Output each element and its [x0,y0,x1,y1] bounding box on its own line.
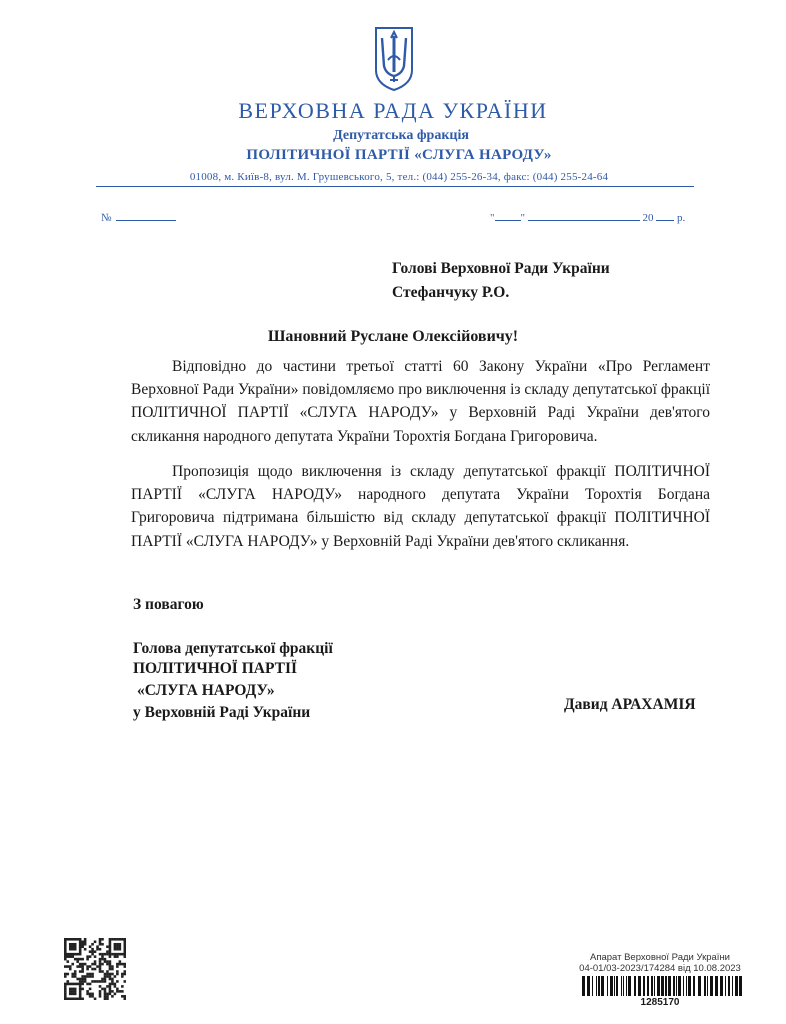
signatory-title-line: ПОЛІТИЧНОЇ ПАРТІЇ [133,660,298,677]
stamp-registration: 04-01/03-2023/174284 від 10.08.2023 [579,963,741,974]
date-year-blank [656,210,674,221]
faction-name: ПОЛІТИЧНОЇ ПАРТІЇ «СЛУГА НАРОДУ» [246,147,552,163]
stamp-number: 1285170 [640,997,680,1008]
date-year-suffix: р. [677,212,686,224]
registration-date-field [490,210,685,224]
date-year-prefix: 20 [642,212,654,224]
addressee-name: Стефанчуку Р.О. [392,284,510,301]
signatory-title-line: у Верховній Раді України [133,704,311,721]
qr-code-icon [64,938,126,1000]
salutation: Шановний Руслане Олексійовичу! [267,328,519,345]
reg-no-label: № [101,212,112,224]
body-paragraph: Пропозиція щодо виключення із складу депутатської фракції ПОЛІТИЧНОЇ ПАРТІЇ «СЛУГА НАРОДУ» народного депутата України Торохтія Богдана Григоровича підтримана більшістю від складу депутатської фракції ПОЛІТИЧНОЇ ПАРТІЇ «СЛУГА НАРОДУ» у Верховній Раді України дев'ятого скликання. [131,463,710,550]
date-open-quote: " [490,212,495,224]
organization-title: ВЕРХОВНА РАДА УКРАЇНИ [238,98,548,123]
header-divider [96,186,694,187]
registration-number-field [101,210,176,224]
barcode-icon [582,976,742,996]
stamp-organization: Апарат Верховної Ради України [589,952,730,963]
contact-address: 01008, м. Київ-8, вул. М. Грушевського, 5, тел.: (044) 255-26-34, факс: (044) 255-24-64 [189,171,609,183]
trident-emblem-icon [372,26,416,92]
addressee-title: Голові Верховної Ради України [392,260,610,277]
signatory-name: Давид АРАХАМІЯ [564,696,696,713]
body-paragraph: Відповідно до частини третьої статті 60 Закону України «Про Регламент Верховної Ради України» повідомляємо про виключення із складу депутатської фракції ПОЛІТИЧНОЇ ПАРТІЇ «СЛУГА НАРОДУ» у Верховній Раді України дев'ятого скликання народного депутата України Торохтія Богдана Григоровича. [131,358,710,445]
reg-no-blank [116,210,176,221]
date-day-blank [495,210,521,221]
signatory-title-line: «СЛУГА НАРОДУ» [137,682,275,699]
closing-phrase: З повагою [133,596,204,613]
faction-subtitle: Депутатська фракція [333,128,469,143]
signatory-title-line: Голова депутатської фракції [133,640,333,657]
date-month-blank [528,210,640,221]
date-close-quote: " [520,212,525,224]
